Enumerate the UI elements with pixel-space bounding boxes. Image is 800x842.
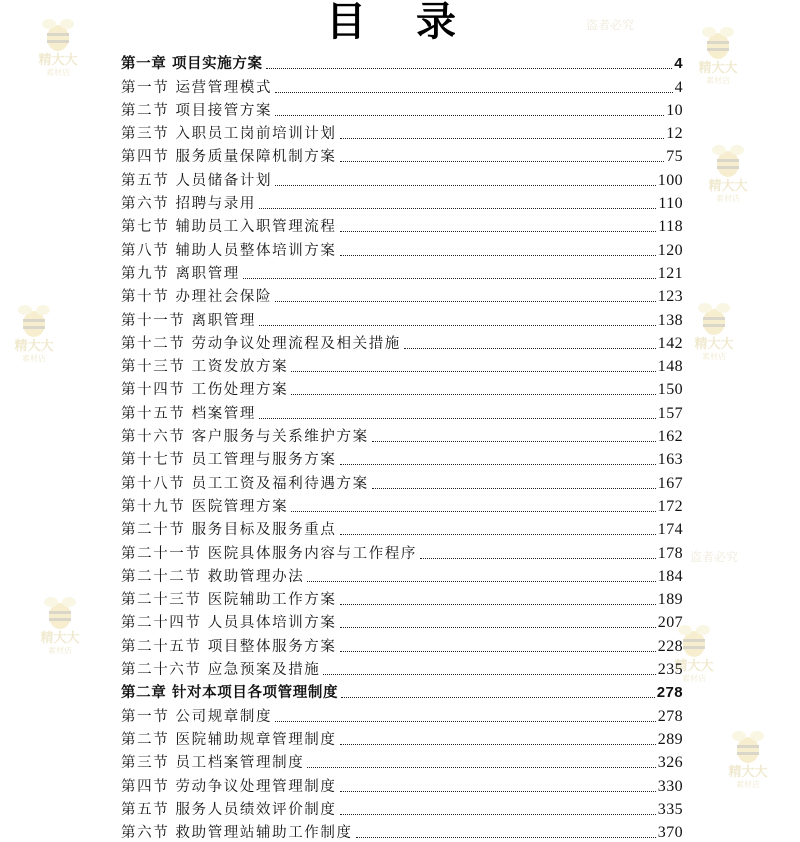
toc-dot-leader xyxy=(404,348,656,349)
toc-entry-label: 第四节 劳动争议处理管理制度 xyxy=(121,778,337,795)
toc-page-number: 167 xyxy=(657,474,683,492)
toc-entry-label: 第三节 入职员工岗前培训计划 xyxy=(121,126,337,143)
toc-page-number: 4 xyxy=(674,55,683,73)
toc-page-number: 157 xyxy=(657,404,683,422)
toc-entry-label: 第十三节 工资发放方案 xyxy=(121,359,289,376)
watermark-sub: 素材店 xyxy=(716,194,740,203)
toc-entry-label: 第二节 医院辅助规章管理制度 xyxy=(121,731,337,748)
toc-section-row[interactable] xyxy=(121,609,683,632)
bee-icon xyxy=(694,298,734,338)
toc-entry-label: 第二十五节 项目整体服务方案 xyxy=(121,638,337,655)
toc-dot-leader xyxy=(323,674,655,675)
toc-page-number: 4 xyxy=(674,78,683,96)
watermark-sub: 素材店 xyxy=(682,674,706,683)
toc-page-number: 207 xyxy=(657,614,683,632)
toc-entry-label: 第十二节 劳动争议处理流程及相关措施 xyxy=(121,335,401,352)
toc-entry-label: 第六节 救助管理站辅助工作制度 xyxy=(121,825,353,842)
toc-dot-leader xyxy=(340,464,656,465)
toc-page-number: 162 xyxy=(657,428,683,446)
toc-dot-leader xyxy=(340,534,656,535)
toc-entry-label: 第一节 运营管理模式 xyxy=(121,79,273,96)
toc-section-row[interactable] xyxy=(121,446,683,469)
toc-dot-leader xyxy=(340,791,656,792)
toc-page-number: 163 xyxy=(657,451,683,469)
toc-page-number: 118 xyxy=(658,218,683,236)
toc-page-number: 289 xyxy=(657,730,683,748)
toc-section-row[interactable] xyxy=(121,749,683,772)
toc-page-number: 174 xyxy=(657,521,683,539)
toc-page-number: 330 xyxy=(657,777,683,795)
toc-dot-leader xyxy=(259,325,656,326)
toc-page-number: 184 xyxy=(657,567,683,585)
watermark-logo xyxy=(684,298,744,362)
toc-section-row[interactable] xyxy=(121,120,683,143)
watermark-brand: 精大大 xyxy=(40,631,80,646)
bee-icon xyxy=(708,140,748,180)
toc-page-number: 121 xyxy=(657,264,683,282)
watermark-brand: 精大大 xyxy=(14,339,54,354)
toc-page-number: 172 xyxy=(657,497,683,515)
toc-entry-label: 第十八节 员工工资及福利待遇方案 xyxy=(121,475,369,492)
toc-section-row[interactable] xyxy=(121,236,683,259)
watermark-logo xyxy=(718,726,778,790)
toc-dot-leader xyxy=(372,488,656,489)
toc-page-number: 75 xyxy=(666,148,683,166)
toc-section-row[interactable] xyxy=(121,656,683,679)
toc-section-row[interactable] xyxy=(121,796,683,819)
watermark-notice: 盗者必究 xyxy=(690,550,739,564)
toc-dot-leader xyxy=(307,581,655,582)
toc-section-row[interactable] xyxy=(121,772,683,795)
toc-dot-leader xyxy=(340,651,656,652)
toc-dot-leader xyxy=(291,371,656,372)
toc-entry-label: 第二十四节 人员具体培训方案 xyxy=(121,615,337,632)
table-of-contents xyxy=(121,50,683,842)
toc-section-row[interactable] xyxy=(121,819,683,842)
toc-page-number: 100 xyxy=(657,171,683,189)
toc-page-number: 278 xyxy=(656,684,683,702)
toc-entry-label: 第二节 项目接管方案 xyxy=(121,102,273,119)
toc-page-number: 278 xyxy=(657,707,683,725)
toc-section-row[interactable] xyxy=(121,306,683,329)
toc-page-number: 326 xyxy=(657,754,683,772)
toc-dot-leader xyxy=(340,814,656,815)
toc-dot-leader xyxy=(356,837,656,838)
toc-section-row[interactable] xyxy=(121,399,683,422)
toc-page-number: 12 xyxy=(666,125,683,143)
toc-dot-leader xyxy=(275,185,656,186)
toc-page-number: 123 xyxy=(657,288,683,306)
toc-dot-leader xyxy=(291,511,656,512)
toc-page-number: 148 xyxy=(657,358,683,376)
toc-entry-label: 第十节 办理社会保险 xyxy=(121,289,273,306)
toc-dot-leader xyxy=(291,394,656,395)
toc-section-row[interactable] xyxy=(121,283,683,306)
watermark-logo xyxy=(698,140,758,204)
toc-page-number: 138 xyxy=(657,311,683,329)
toc-dot-leader xyxy=(340,138,665,139)
toc-entry-label: 第十四节 工伤处理方案 xyxy=(121,382,289,399)
watermark-sub: 素材店 xyxy=(46,68,70,77)
toc-entry-label: 第二十节 服务目标及服务重点 xyxy=(121,522,337,539)
watermark-brand: 精大大 xyxy=(728,765,768,780)
toc-section-row[interactable] xyxy=(121,469,683,492)
toc-section-row[interactable] xyxy=(121,539,683,562)
watermark-logo xyxy=(4,300,64,364)
toc-dot-leader xyxy=(341,697,655,698)
bee-icon xyxy=(728,726,768,766)
toc-dot-leader xyxy=(340,231,657,232)
toc-section-row[interactable] xyxy=(121,97,683,120)
toc-page-number: 228 xyxy=(657,637,683,655)
toc-section-row[interactable] xyxy=(121,586,683,609)
toc-entry-label: 第六节 招聘与录用 xyxy=(121,196,257,213)
watermark-brand: 精大大 xyxy=(698,61,738,76)
toc-entry-label: 第三节 员工档案管理制度 xyxy=(121,755,305,772)
toc-section-row[interactable] xyxy=(121,190,683,213)
toc-entry-label: 第二章 针对本项目各项管理制度 xyxy=(121,685,339,702)
toc-dot-leader xyxy=(275,301,656,302)
toc-dot-leader xyxy=(340,744,656,745)
toc-page-number: 120 xyxy=(657,241,683,259)
toc-entry-label: 第四节 服务质量保障机制方案 xyxy=(121,149,337,166)
toc-section-row[interactable] xyxy=(121,143,683,166)
toc-entry-label: 第五节 人员储备计划 xyxy=(121,172,273,189)
toc-section-row[interactable] xyxy=(121,260,683,283)
watermark-brand: 精大大 xyxy=(674,659,714,674)
toc-entry-label: 第十九节 医院管理方案 xyxy=(121,498,289,515)
toc-dot-leader xyxy=(243,278,656,279)
toc-entry-label: 第二十六节 应急预案及措施 xyxy=(121,662,321,679)
watermark-sub: 素材店 xyxy=(48,646,72,655)
toc-chapter-row[interactable] xyxy=(121,679,683,702)
toc-entry-label: 第二十一节 医院具体服务内容与工作程序 xyxy=(121,545,418,562)
toc-section-row[interactable] xyxy=(121,563,683,586)
toc-entry-label: 第二十三节 医院辅助工作方案 xyxy=(121,592,337,609)
toc-entry-label: 第十六节 客户服务与关系维护方案 xyxy=(121,429,369,446)
toc-entry-label: 第九节 离职管理 xyxy=(121,265,240,282)
toc-dot-leader xyxy=(340,161,665,162)
toc-section-row[interactable] xyxy=(121,73,683,96)
toc-section-row[interactable] xyxy=(121,493,683,516)
toc-dot-leader xyxy=(275,92,672,93)
toc-entry-label: 第八节 辅助人员整体培训方案 xyxy=(121,242,337,259)
bee-icon xyxy=(40,592,80,632)
toc-dot-leader xyxy=(259,208,656,209)
toc-section-row[interactable] xyxy=(121,516,683,539)
watermark-brand: 精大大 xyxy=(694,337,734,352)
toc-entry-label: 第十五节 档案管理 xyxy=(121,405,257,422)
toc-chapter-row[interactable] xyxy=(121,50,683,73)
toc-section-row[interactable] xyxy=(121,632,683,655)
toc-dot-leader xyxy=(420,558,656,559)
toc-page-number: 189 xyxy=(657,591,683,609)
toc-entry-label: 第七节 辅助员工入职管理流程 xyxy=(121,219,337,236)
toc-section-row[interactable] xyxy=(121,213,683,236)
watermark-sub: 素材店 xyxy=(736,780,760,789)
toc-dot-leader xyxy=(259,418,656,419)
toc-entry-label: 第一节 公司规章制度 xyxy=(121,708,273,725)
toc-page-number: 150 xyxy=(657,381,683,399)
toc-entry-label: 第五节 服务人员绩效评价制度 xyxy=(121,801,337,818)
toc-dot-leader xyxy=(372,441,656,442)
toc-dot-leader xyxy=(340,604,656,605)
toc-page-number: 370 xyxy=(657,824,683,842)
watermark-notice: 盗者必究 xyxy=(586,18,635,32)
toc-page-number: 178 xyxy=(657,544,683,562)
toc-entry-label: 第二十二节 救助管理办法 xyxy=(121,568,305,585)
toc-section-row[interactable] xyxy=(121,166,683,189)
watermark-sub: 素材店 xyxy=(702,352,726,361)
toc-dot-leader xyxy=(275,115,664,116)
toc-dot-leader xyxy=(340,627,656,628)
watermark-logo xyxy=(30,592,90,656)
toc-section-row[interactable] xyxy=(121,702,683,725)
watermark-sub: 素材店 xyxy=(22,354,46,363)
toc-dot-leader xyxy=(340,255,656,256)
toc-page-number: 235 xyxy=(657,661,683,679)
toc-entry-label: 第十七节 员工管理与服务方案 xyxy=(121,452,337,469)
toc-dot-leader xyxy=(275,721,656,722)
toc-page-number: 110 xyxy=(658,195,683,213)
toc-dot-leader xyxy=(307,767,655,768)
toc-entry-label: 第十一节 离职管理 xyxy=(121,312,257,329)
toc-page-number: 335 xyxy=(657,800,683,818)
toc-section-row[interactable] xyxy=(121,423,683,446)
watermark-brand: 精大大 xyxy=(38,53,78,68)
toc-section-row[interactable] xyxy=(121,353,683,376)
toc-page-number: 142 xyxy=(657,334,683,352)
toc-section-row[interactable] xyxy=(121,330,683,353)
page-title: 目 录 xyxy=(326,0,474,45)
watermark-brand: 精大大 xyxy=(708,179,748,194)
bee-icon xyxy=(14,300,54,340)
watermark-sub: 素材店 xyxy=(706,76,730,85)
toc-entry-label: 第一章 项目实施方案 xyxy=(121,56,263,73)
toc-page-number: 10 xyxy=(666,101,683,119)
toc-section-row[interactable] xyxy=(121,376,683,399)
toc-section-row[interactable] xyxy=(121,726,683,749)
toc-dot-leader xyxy=(266,68,673,69)
